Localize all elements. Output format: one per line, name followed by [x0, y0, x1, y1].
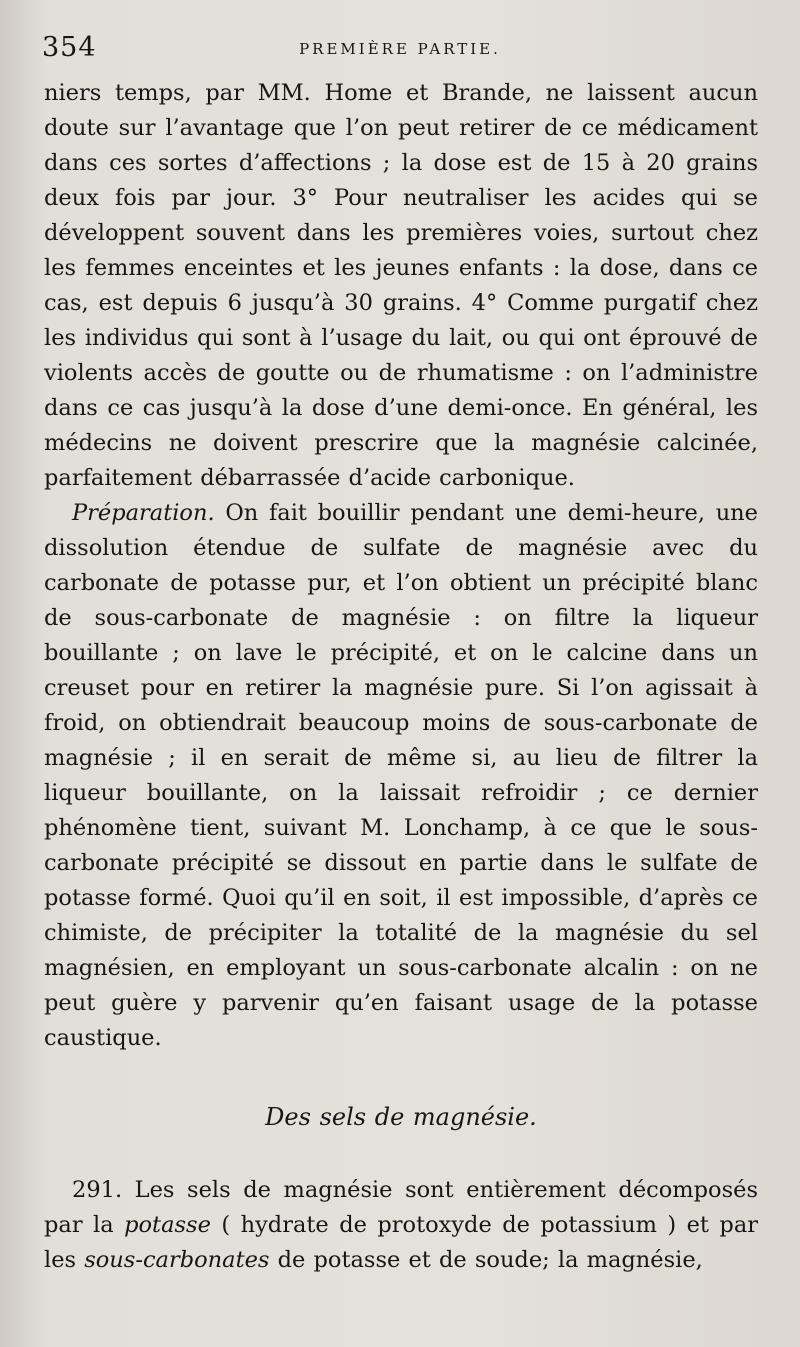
- term-potasse: potasse: [124, 1212, 211, 1238]
- preparation-text: On fait bouillir pendant une demi-heure, une dissolution étendue de sulfate de magnésie avec du carbonate de potasse pur, et l’on obtient un précipité blanc de sous-carbonate de magnésie : on filtre la liqueur bouillante ; on lave le précipité, et on le calcine dans un creuset pour en retirer la magnésie pure. Si l’on agissait à froid, on obtiendrait beaucoup moins de sous-carbonate de magnésie ; il en serait de même si, au lieu de filtrer la liqueur bouillante, on la laissait refroidir ; ce dernier phénomène tient, suivant M. Lonchamp, à ce que le sous-carbonate précipité se dissout en partie dans le sulfate de potasse formé. Quoi qu’il en soit, il est impossible, d’après ce chimiste, de précipiter la totalité de la magnésie du sel magnésien, en employant un sous-carbonate alcalin : on ne peut guère y parvenir qu’en faisant usage de la potasse caustique.: [44, 500, 758, 1051]
- body-text: [44, 76, 758, 1278]
- term-sous-carbonates: sous-carbonates: [84, 1247, 270, 1273]
- para-291-end: de potasse et de soude; la magnésie,: [269, 1247, 703, 1273]
- section-heading: Des sels de magnésie.: [265, 1103, 537, 1131]
- paragraph-continued: niers temps, par MM. Home et Brande, ne laissent aucun doute sur l’avantage que l’on peut retirer de ce médicament dans ces sortes d’affections ; la dose est de 15 à 20 grains deux fois par jour. 3° Pour neutraliser les acides qui se développent souvent dans les premières voies, surtout chez les femmes enceintes et les jeunes enfants : la dose, dans ce cas, est depuis 6 jusqu’à 30 grains. 4° Comme purgatif chez les individus qui sont à l’usage du lait, ou qui ont éprouvé de violents accès de goutte ou de rhumatisme : on l’administre dans ce cas jusqu’à la dose d’une demi-once. En général, les médecins ne doivent prescrire que la magnésie calcinée, parfaitement débarrassée d’acide carbonique.: [44, 80, 758, 491]
- preparation-label: Préparation.: [72, 500, 215, 526]
- para-291-mid: ( hydrate de protoxyde de potassium ) et par les: [44, 1212, 758, 1273]
- paragraph-291: [44, 1173, 758, 1278]
- running-head: PREMIÈRE PARTIE.: [299, 40, 501, 58]
- paragraph-preparation: [44, 496, 758, 1056]
- page-number: 354: [42, 32, 97, 63]
- page-header: [42, 30, 758, 70]
- para-291-start: 291. Les sels de magnésie sont entièrement décomposés par la: [44, 1177, 758, 1238]
